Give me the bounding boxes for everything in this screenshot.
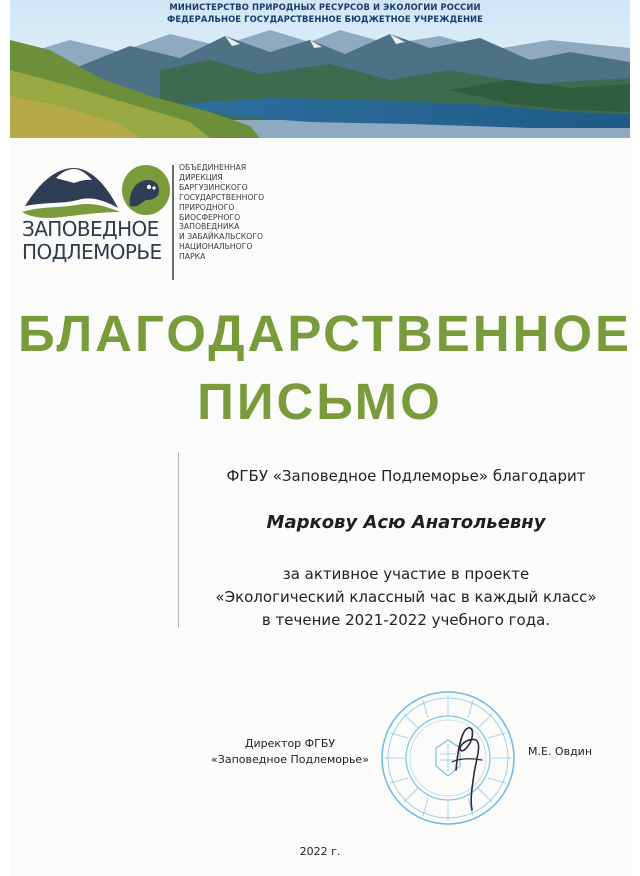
reason-line-1: за активное участие в проекте [282, 565, 530, 583]
org-line: И ЗАБАЙКАЛЬСКОГО [179, 232, 264, 242]
org-line: БАРГУЗИНСКОГО [179, 182, 248, 192]
org-line: ПАРКА [179, 252, 206, 262]
logo-divider [172, 165, 174, 280]
signatory-position [200, 736, 380, 768]
org-line: НАЦИОНАЛЬНОГО [179, 242, 253, 252]
body-divider [178, 452, 179, 628]
org-line: ДИРЕКЦИЯ [179, 172, 223, 182]
document-title-line-1: БЛАГОДАРСТВЕННОЕ [18, 305, 633, 362]
brand-name [22, 218, 168, 264]
org-line: ЗАПОВЕДНИКА [179, 222, 240, 232]
reason-line-3: в течение 2021-2022 учебного года. [261, 611, 551, 629]
document-title-line-2: ПИСЬМО [197, 373, 443, 430]
reason-line-2: «Экологический классный час в каждый класс» [215, 588, 597, 606]
ministry-line: МИНИСТЕРСТВО ПРИРОДНЫХ РЕСУРСОВ И ЭКОЛОГИИ РОССИИ [169, 2, 481, 12]
brand-line-2: ПОДЛЕМОРЬЕ [22, 240, 162, 264]
org-line: ПРИРОДНОГО [179, 202, 235, 212]
org-line: БИОСФЕРНОГО [179, 212, 241, 222]
brand-line-1: ЗАПОВЕДНОЕ [22, 217, 159, 241]
mountain-logo-icon [22, 168, 120, 218]
recipient-name: Маркову Асю Анатольевну [266, 512, 546, 533]
baikal-seal-icon [122, 165, 170, 215]
from-line: ФГБУ «Заповедное Подлеморье» благодарит [226, 467, 586, 485]
org-line: ГОСУДАРСТВЕННОГО [179, 192, 265, 202]
institution-type-line: ФЕДЕРАЛЬНОЕ ГОСУДАРСТВЕННОЕ БЮДЖЕТНОЕ УЧРЕЖДЕНИЕ [167, 14, 483, 24]
signatory-name: М.Е. Овдин [528, 745, 593, 758]
position-line-2: «Заповедное Подлеморье» [211, 753, 369, 766]
position-line-1: Директор ФГБУ [244, 737, 336, 750]
official-stamp-with-signature [378, 688, 518, 828]
organization-name [179, 163, 289, 262]
header-text [130, 1, 520, 25]
document-year: 2022 г. [299, 845, 341, 858]
org-line: ОБЪЕДИНЕННАЯ [179, 163, 247, 172]
